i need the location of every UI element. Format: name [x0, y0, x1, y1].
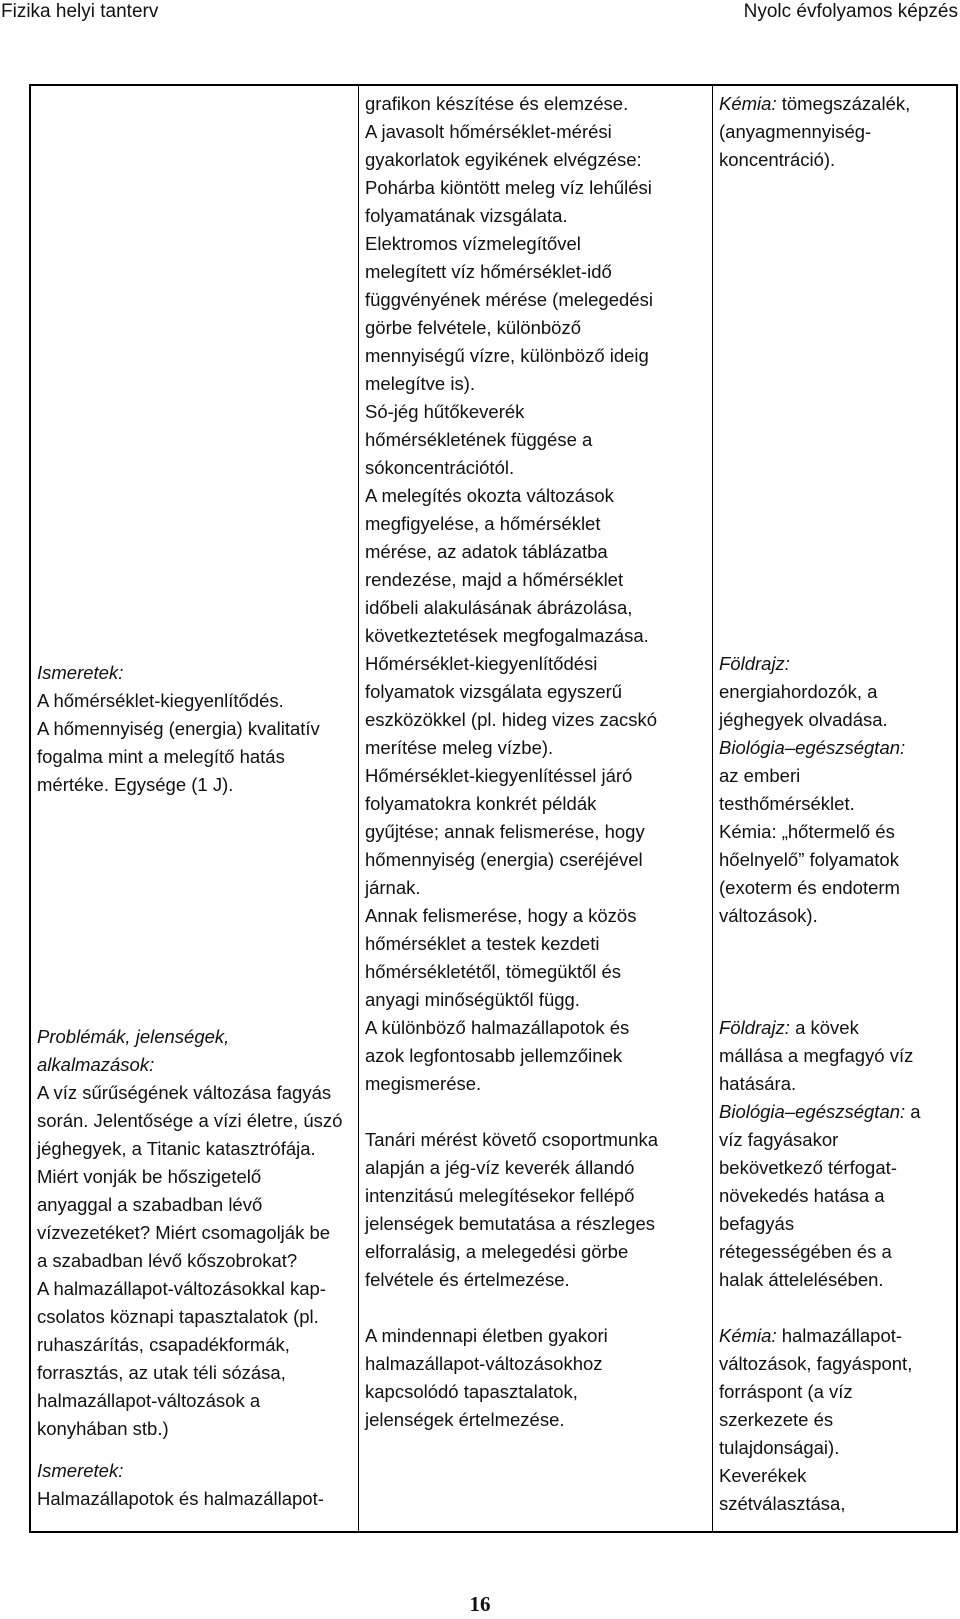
spacer — [719, 342, 950, 370]
text-line: rendezése, majd a hőmérséklet — [365, 569, 624, 590]
spacer — [719, 370, 950, 398]
text-line — [719, 1070, 950, 1098]
spacer — [719, 1294, 950, 1322]
text-line — [719, 1182, 950, 1210]
spacer — [719, 398, 950, 426]
text-line: a szabadban lévő kőszobrokat? — [37, 1250, 298, 1271]
text-fragment: tömegszázalék, — [776, 93, 911, 114]
text-line: fogalma mint a melegítő hatás — [37, 746, 285, 767]
column-knowledge — [31, 86, 359, 1531]
text-line: A javasolt hőmérséklet-mérési — [365, 121, 612, 142]
text-fragment: energiahordozók, a — [719, 681, 878, 702]
text-line: eszközökkel (pl. hideg vizes zacskó — [365, 709, 658, 730]
text-line: függvényének mérése (melegedési — [365, 289, 653, 310]
text-line — [719, 1350, 950, 1378]
text-fragment: Kémia: „hőtermelő és — [719, 821, 895, 842]
text-line: merítése meleg vízbe). — [365, 737, 554, 758]
spacer — [719, 510, 950, 538]
text-fragment: hatására. — [719, 1073, 797, 1094]
text-line: A halmazállapot-változásokkal kap- — [37, 1278, 326, 1299]
text-line: Hőmérséklet-kiegyenlítéssel járó — [365, 765, 633, 786]
text-line — [719, 1210, 950, 1238]
subject-label: Biológia–egészségtan: — [719, 737, 906, 758]
text-line: hőmérsékletének függése a — [365, 429, 593, 450]
text-line: folyamatának vizsgálata. — [365, 205, 568, 226]
text-line: megismerése. — [365, 1073, 482, 1094]
text-fragment: változások). — [719, 905, 818, 926]
section-label: Ismeretek: — [37, 662, 124, 683]
text-line — [719, 1042, 950, 1070]
text-line — [719, 706, 950, 734]
text-fragment: növekedés hatása a — [719, 1185, 885, 1206]
column-activities — [359, 86, 713, 1531]
text-fragment: Keverékek — [719, 1465, 807, 1486]
text-line — [719, 790, 950, 818]
header-right-title: Nyolc évfolyamos képzés — [743, 1, 958, 22]
spacer — [37, 911, 342, 939]
text-line — [719, 650, 950, 678]
spacer — [719, 286, 950, 314]
text-line: intenzitású melegítésekor fellépő — [365, 1185, 635, 1206]
text-fragment: bekövetkező térfogat- — [719, 1157, 897, 1178]
text-line — [719, 874, 950, 902]
text-line: mennyiségű vízre, különböző ideig — [365, 345, 649, 366]
text-line — [719, 846, 950, 874]
text-line: gyakorlatok egyikének elvégzése: — [365, 149, 642, 170]
spacer — [37, 1443, 342, 1457]
text-line: A hőmennyiség (energia) kvalitatív — [37, 718, 320, 739]
text-line: folyamatok vizsgálata egyszerű — [365, 681, 623, 702]
spacer — [719, 314, 950, 342]
text-fragment: (anyagmennyiség- — [719, 121, 872, 142]
text-line — [719, 1154, 950, 1182]
text-line — [719, 678, 950, 706]
text-line — [719, 1490, 950, 1518]
text-line: időbeli alakulásának ábrázolása, — [365, 597, 633, 618]
text-fragment: szerkezete és — [719, 1409, 834, 1430]
page-header — [0, 0, 960, 24]
text-fragment: szétválasztása, — [719, 1493, 846, 1514]
text-fragment: halmazállapot- — [776, 1325, 903, 1346]
text-line: grafikon készítése és elemzése. — [365, 93, 629, 114]
text-line: azok legfontosabb jellemzőinek — [365, 1045, 623, 1066]
subject-label: Földrajz: — [719, 653, 790, 674]
text-line — [719, 1098, 950, 1126]
text-fragment: tulajdonságai). — [719, 1437, 840, 1458]
spacer — [719, 958, 950, 986]
text-line: Tanári mérést követő csoportmunka — [365, 1129, 659, 1150]
text-line: A különböző halmazállapotok és — [365, 1017, 630, 1038]
text-line — [719, 1462, 950, 1490]
spacer — [365, 1294, 706, 1322]
text-line: Miért vonják be hőszigetelő — [37, 1166, 262, 1187]
text-line: mérése, az adatok táblázatba — [365, 541, 608, 562]
spacer — [37, 967, 342, 995]
text-fragment: hőelnyelő” folyamatok — [719, 849, 899, 870]
page-number: 16 — [469, 1592, 491, 1616]
text-line — [719, 90, 950, 118]
text-line — [719, 1406, 950, 1434]
text-line: megfigyelése, a hőmérséklet — [365, 513, 601, 534]
spacer — [719, 594, 950, 622]
spacer — [37, 995, 342, 1023]
subject-label: Kémia: — [719, 1325, 777, 1346]
text-line — [719, 1378, 950, 1406]
text-line: felvétele és értelmezése. — [365, 1269, 570, 1290]
text-fragment: a — [905, 1101, 921, 1122]
text-line: A melegítés okozta változások — [365, 485, 614, 506]
text-line: Elektromos vízmelegítővel — [365, 233, 581, 254]
section-label: Problémák, jelenségek, — [37, 1026, 230, 1047]
spacer — [719, 174, 950, 202]
text-line: jelenségek bemutatása a részleges — [365, 1213, 656, 1234]
text-fragment: befagyás — [719, 1213, 795, 1234]
text-line — [719, 902, 950, 930]
text-line: vízvezetéket? Miért csomagolják be — [37, 1222, 331, 1243]
text-line: kapcsolódó tapasztalatok, — [365, 1381, 578, 1402]
text-line — [719, 1434, 950, 1462]
text-fragment: testhőmérséklet. — [719, 793, 855, 814]
spacer — [37, 827, 342, 855]
text-line: Pohárba kiöntött meleg víz lehűlési — [365, 177, 652, 198]
text-line: hőmennyiség (energia) cseréjével — [365, 849, 643, 870]
text-fragment: halak áttelelésében. — [719, 1269, 884, 1290]
text-line: során. Jelentősége a vízi életre, úszó — [37, 1110, 343, 1131]
text-line — [719, 1126, 950, 1154]
text-line: A mindennapi életben gyakori — [365, 1325, 608, 1346]
text-line: A víz sűrűségének változása fagyás — [37, 1082, 332, 1103]
spacer — [719, 258, 950, 286]
spacer — [719, 930, 950, 958]
text-line: melegített víz hőmérséklet-idő — [365, 261, 612, 282]
column-connections — [713, 86, 956, 1531]
text-line: elforralásig, a melegedési görbe — [365, 1241, 629, 1262]
text-fragment: (exoterm és endoterm — [719, 877, 900, 898]
text-fragment: forráspont (a víz — [719, 1381, 853, 1402]
text-line: görbe felvétele, különböző — [365, 317, 581, 338]
spacer — [719, 482, 950, 510]
text-line: melegítve is). — [365, 373, 476, 394]
text-fragment: jéghegyek olvadása. — [719, 709, 888, 730]
subject-label: Kémia: — [719, 93, 777, 114]
text-line — [719, 1014, 950, 1042]
text-line: forrasztás, az utak téli sózása, — [37, 1362, 286, 1383]
spacer — [719, 230, 950, 258]
text-fragment: rétegességében és a — [719, 1241, 892, 1262]
spacer — [719, 426, 950, 454]
text-line: jelenségek értelmezése. — [365, 1409, 565, 1430]
text-line: folyamatokra konkrét példák — [365, 793, 597, 814]
spacer — [719, 202, 950, 230]
spacer — [719, 566, 950, 594]
text-line: anyaggal a szabadban lévő — [37, 1194, 263, 1215]
text-fragment: koncentráció). — [719, 149, 836, 170]
text-line: halmazállapot-változásokhoz — [365, 1353, 603, 1374]
section-label: Ismeretek: — [37, 1460, 124, 1481]
text-line: Annak felismerése, hogy a közös — [365, 905, 637, 926]
subject-label: Biológia–egészségtan: — [719, 1101, 906, 1122]
text-line: Halmazállapotok és halmazállapot- — [37, 1488, 324, 1509]
subject-label: Földrajz: — [719, 1017, 790, 1038]
text-line — [719, 118, 950, 146]
curriculum-table — [29, 84, 958, 1533]
text-line — [719, 1238, 950, 1266]
text-fragment: változások, fagyáspont, — [719, 1353, 913, 1374]
header-left-title: Fizika helyi tanterv — [1, 1, 159, 22]
text-line — [719, 734, 950, 762]
text-line: A hőmérséklet-kiegyenlítődés. — [37, 690, 284, 711]
spacer — [719, 986, 950, 1014]
spacer — [719, 454, 950, 482]
section-label: alkalmazások: — [37, 1054, 155, 1075]
text-line — [719, 762, 950, 790]
text-fragment: a kövek — [789, 1017, 859, 1038]
text-fragment: az emberi — [719, 765, 801, 786]
text-line: járnak. — [365, 877, 421, 898]
text-line: halmazállapot-változások a — [37, 1390, 261, 1411]
text-line: alapján a jég-víz keverék állandó — [365, 1157, 635, 1178]
text-line: hőmérsékletétől, tömegüktől és — [365, 961, 622, 982]
text-line — [719, 146, 950, 174]
text-line: gyűjtése; annak felismerése, hogy — [365, 821, 645, 842]
text-line — [719, 1322, 950, 1350]
text-line — [719, 1266, 950, 1294]
text-fragment: víz fagyásakor — [719, 1129, 839, 1150]
text-line: konyhában stb.) — [37, 1418, 169, 1439]
text-line: Só-jég hűtőkeverék — [365, 401, 525, 422]
text-line: mértéke. Egysége (1 J). — [37, 774, 234, 795]
text-line: sókoncentrációtól. — [365, 457, 515, 478]
text-line: anyagi minőségüktől függ. — [365, 989, 580, 1010]
text-line: jéghegyek, a Titanic katasztrófája. — [37, 1138, 316, 1159]
spacer — [37, 855, 342, 883]
spacer — [365, 1098, 706, 1126]
spacer — [37, 799, 342, 827]
spacer — [719, 538, 950, 566]
text-fragment: mállása a megfagyó víz — [719, 1045, 914, 1066]
spacer — [719, 622, 950, 650]
text-line: következtetések megfogalmazása. — [365, 625, 649, 646]
spacer — [37, 939, 342, 967]
text-line: csolatos köznapi tapasztalatok (pl. — [37, 1306, 319, 1327]
text-line: hőmérséklet a testek kezdeti — [365, 933, 600, 954]
column-knowledge-content — [37, 659, 342, 1513]
text-line — [719, 818, 950, 846]
text-line: Hőmérséklet-kiegyenlítődési — [365, 653, 598, 674]
spacer — [37, 883, 342, 911]
text-line: ruhaszárítás, csapadékformák, — [37, 1334, 290, 1355]
